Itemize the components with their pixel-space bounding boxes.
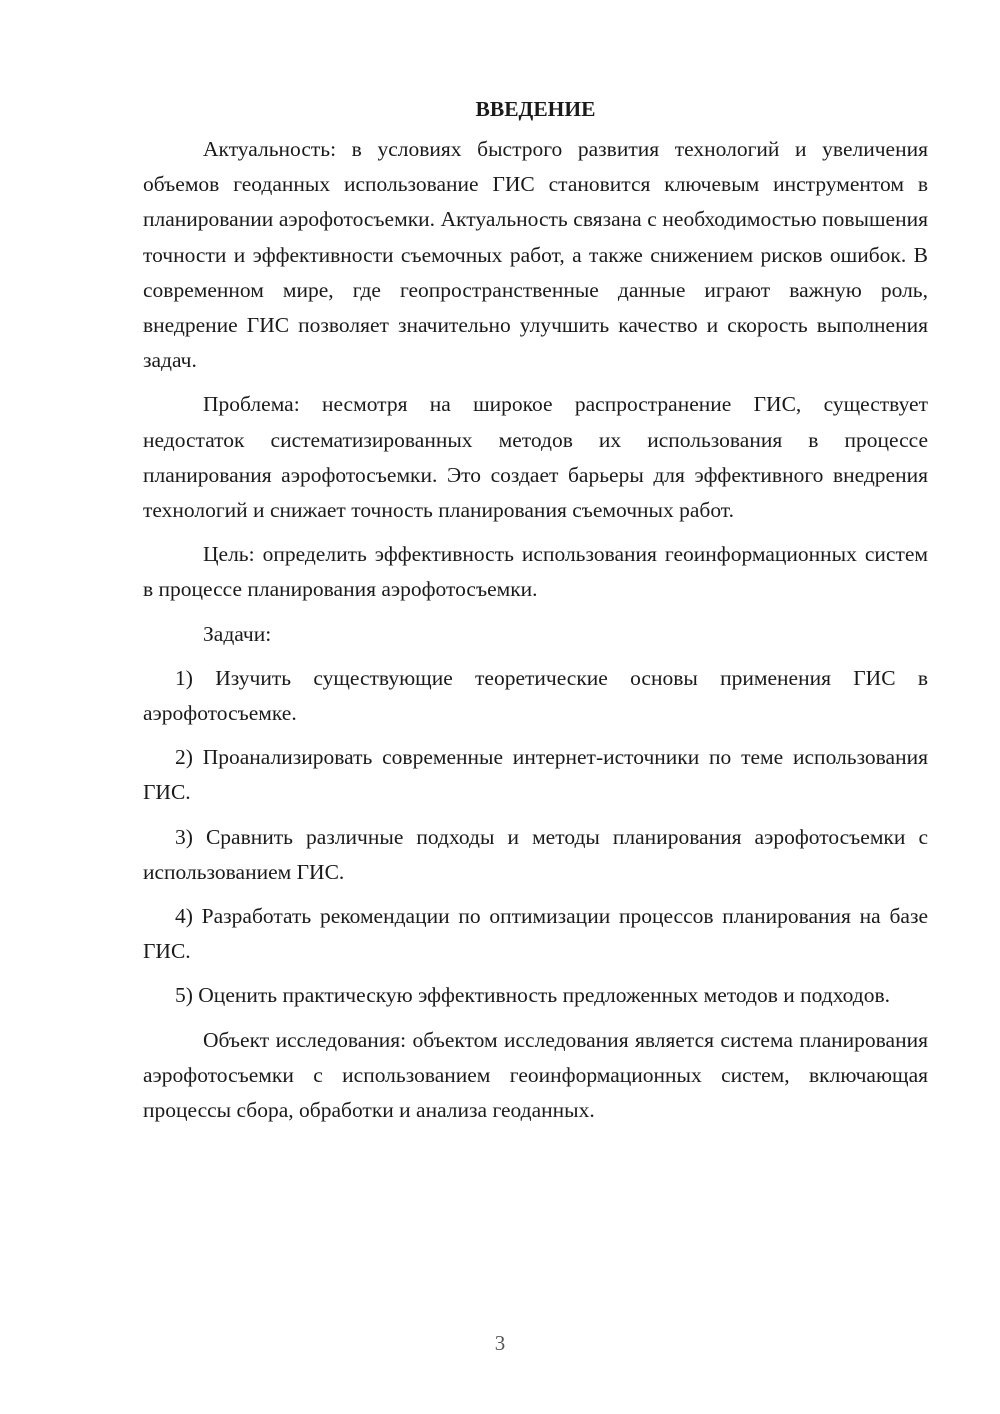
page-number: 3	[494, 1331, 506, 1355]
research-object-paragraph: Объект исследования: объектом исследования является система планирования аэрофотосъемки с использованием геоинформационных систем, включающая процессы сбора, обработки и анализа геоданных.	[143, 1027, 928, 1123]
task-item-4: 4) Разработать рекомендации по оптимизации процессов планирования на базе ГИС.	[143, 904, 928, 964]
goal-paragraph: Цель: определить эффективность использования геоинформационных систем в процессе планирования аэрофотосъемки.	[143, 542, 928, 602]
task-item-2: 2) Проанализировать современные интернет-источники по теме использования ГИС.	[143, 745, 928, 805]
tasks-label: Задачи:	[203, 621, 272, 646]
document-page	[143, 92, 928, 1137]
task-item-3: 3) Сравнить различные подходы и методы планирования аэрофотосъемки с использованием ГИС.	[143, 824, 928, 884]
section-heading: ВВЕДЕНИЕ	[475, 97, 596, 121]
task-item-1: 1) Изучить существующие теоретические основы применения ГИС в аэрофотосъемке.	[143, 665, 928, 726]
relevance-paragraph: Актуальность: в условиях быстрого развития технологий и увеличения объемов геоданных использование ГИС становится ключевым инструментом в планировании аэрофотосъемки. Актуальность связана с необходимостью повышения точности и эффективности съемочных работ, а также снижением рисков ошибок. В современном мире, где геопространственные данные играют важную роль, внедрение ГИС позволяет значительно улучшить качество и скорость выполнения задач.	[143, 137, 928, 373]
task-item-5: 5) Оценить практическую эффективность предложенных методов и подходов.	[175, 983, 891, 1008]
problem-paragraph: Проблема: несмотря на широкое распространение ГИС, существует недостаток систематизированных методов их использования в процессе планирования аэрофотосъемки. Это создает барьеры для эффективного внедрения технологий и снижает точность планирования съемочных работ.	[143, 392, 928, 523]
